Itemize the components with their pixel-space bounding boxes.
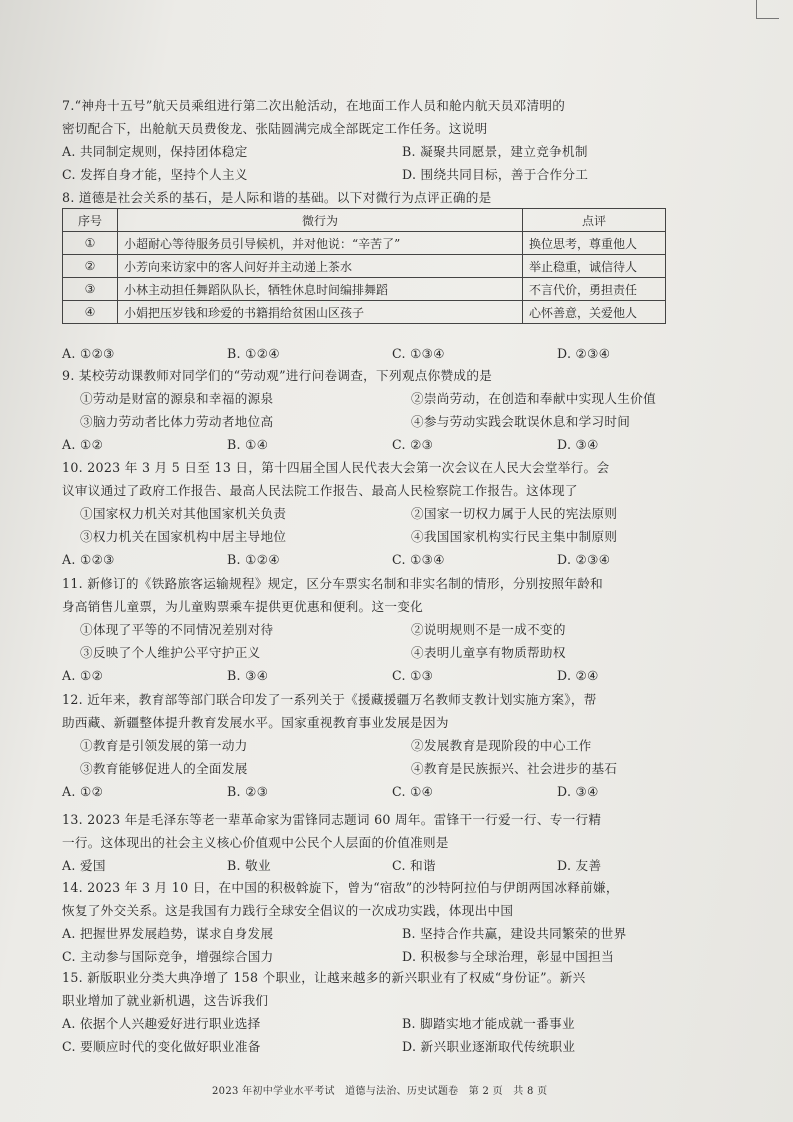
question-10-line-2: 议审议通过了政府工作报告、最高人民法院工作报告、最高人民检察院工作报告。这体现了: [62, 483, 578, 498]
table-cell-number: ②: [63, 255, 118, 278]
question-9-option-a: A. ①②: [62, 437, 104, 452]
question-11-option-c: C. ①③: [392, 668, 434, 683]
table-cell-behavior: 小林主动担任舞蹈队队长，牺牲休息时间编排舞蹈: [118, 278, 523, 301]
question-8-stem: 8. 道德是社会关系的基石，是人际和谐的基础。以下对微行为点评正确的是: [62, 190, 492, 205]
question-7-option-c: C. 发挥自身才能，坚持个人主义: [62, 167, 248, 182]
question-9-statement-4: ④参与劳动实践会耽误休息和学习时间: [411, 414, 631, 429]
question-7-option-d: D. 围绕共同目标，善于合作分工: [402, 167, 589, 182]
question-15: [62, 966, 722, 1058]
question-12-statement-3: ③教育能够促进人的全面发展: [80, 761, 248, 776]
question-14-line-2: 恢复了外交关系。这是我国有力践行全球安全倡议的一次成功实践，体现出中国: [62, 903, 514, 918]
question-10: [62, 456, 722, 571]
question-13-line-1: 13. 2023 年是毛泽东等老一辈革命家为雷锋同志题词 60 周年。雷锋干一行爱一行、专一行精: [62, 812, 602, 827]
question-13-option-a: A. 爱国: [62, 858, 106, 873]
table-cell-behavior: 小娟把压岁钱和珍爱的书籍捐给贫困山区孩子: [118, 301, 523, 324]
question-9: [62, 364, 722, 456]
table-cell-behavior: 小芳向来访家中的客人问好并主动递上茶水: [118, 255, 523, 278]
question-13-option-b: B. 敬业: [227, 858, 271, 873]
question-11-statement-4: ④表明儿童享有物质帮助权: [411, 645, 566, 660]
question-10-line-1: 10. 2023 年 3 月 5 日至 13 日，第十四届全国人民代表大会第一次会议在人民大会堂举行。会: [62, 460, 610, 475]
question-12-statement-1: ①教育是引领发展的第一动力: [80, 738, 248, 753]
question-12-option-a: A. ①②: [62, 784, 104, 799]
question-15-line-2: 职业增加了就业新机遇，这告诉我们: [62, 993, 269, 1008]
table-header-comment: 点评: [523, 209, 666, 232]
question-11-line-1: 11. 新修订的《铁路旅客运输规程》规定，区分车票实名制和非实名制的情形，分别按照年龄和: [62, 576, 603, 591]
question-9-option-b: B. ①④: [227, 437, 269, 452]
question-14-line-1: 14. 2023 年 3 月 10 日，在中国的积极斡旋下，曾为“宿敌”的沙特阿拉伯与伊朗两国冰释前嫌，: [62, 880, 619, 895]
question-12-line-2: 助西藏、新疆整体提升教育发展水平。国家重视教育事业发展是因为: [62, 715, 449, 730]
question-11-statement-1: ①体现了平等的不同情况差别对待: [80, 622, 274, 637]
table-row: [63, 255, 666, 278]
question-10-option-c: C. ①③④: [392, 552, 445, 567]
question-10-statement-3: ③权力机关在国家机构中居主导地位: [80, 529, 287, 544]
question-11-line-2: 身高销售儿童票，为儿童购票乘车提供更优惠和便利。这一变化: [62, 599, 424, 614]
page-footer: 2023 年初中学业水平考试 道德与法治、历史试题卷 第 2 页 共 8 页: [212, 1086, 548, 1097]
question-14: [62, 876, 722, 968]
question-15-option-b: B. 脚踏实地才能成就一番事业: [402, 1016, 575, 1031]
question-14-option-a: A. 把握世界发展趋势，谋求自身发展: [62, 926, 274, 941]
question-10-statement-1: ①国家权力机关对其他国家机关负责: [80, 506, 287, 521]
question-11-option-d: D. ②④: [557, 668, 599, 683]
question-8-options: [62, 342, 722, 365]
question-13-line-2: 一行。这体现出的社会主义核心价值观中公民个人层面的价值准则是: [62, 835, 449, 850]
question-12-statement-4: ④教育是民族振兴、社会进步的基石: [411, 761, 618, 776]
question-7-option-a: A. 共同制定规则，保持团体稳定: [62, 144, 248, 159]
question-9-stem: 9. 某校劳动课教师对同学们的“劳动观”进行问卷调查，下列观点你赞成的是: [62, 368, 493, 383]
question-9-statement-1: ①劳动是财富的源泉和幸福的源泉: [80, 391, 274, 406]
question-15-line-1: 15. 新版职业分类大典净增了 158 个职业，让越来越多的新兴职业有了权威“身份证”。新兴: [62, 970, 586, 985]
question-10-statement-2: ②国家一切权力属于人民的宪法原则: [411, 506, 618, 521]
question-12: [62, 688, 722, 803]
table-row: [63, 278, 666, 301]
question-11: [62, 572, 722, 687]
question-15-option-d: D. 新兴职业逐渐取代传统职业: [402, 1039, 576, 1054]
question-13: [62, 808, 722, 877]
question-15-option-a: A. 依据个人兴趣爱好进行职业选择: [62, 1016, 261, 1031]
table-cell-number: ④: [63, 301, 118, 324]
question-12-option-c: C. ①④: [392, 784, 434, 799]
question-13-option-d: D. 友善: [557, 858, 602, 873]
question-12-option-d: D. ③④: [557, 784, 599, 799]
question-8-option-b: B. ①②④: [227, 346, 280, 361]
question-11-statement-3: ③反映了个人维护公平守护正义: [80, 645, 261, 660]
behavior-review-table: [62, 208, 666, 324]
table-row: [63, 301, 666, 324]
table-cell-number: ③: [63, 278, 118, 301]
page-corner-mark: [756, 0, 779, 19]
question-8-option-c: C. ①③④: [392, 346, 445, 361]
question-9-option-c: C. ②③: [392, 437, 434, 452]
question-11-statement-2: ②说明规则不是一成不变的: [411, 622, 566, 637]
question-10-option-d: D. ②③④: [557, 552, 611, 567]
table-cell-comment: 举止稳重，诚信待人: [523, 255, 666, 278]
question-10-statement-4: ④我国国家机构实行民主集中制原则: [411, 529, 618, 544]
table-cell-comment: 换位思考，尊重他人: [523, 232, 666, 255]
table-cell-number: ①: [63, 232, 118, 255]
question-13-option-c: C. 和谐: [392, 858, 436, 873]
question-9-statement-2: ②崇尚劳动，在创造和奉献中实现人生价值: [411, 391, 656, 406]
question-8-option-a: A. ①②③: [62, 346, 115, 361]
question-12-option-b: B. ②③: [227, 784, 269, 799]
question-12-line-1: 12. 近年来，教育部等部门联合印发了一系列关于《援藏援疆万名教师支教计划实施方案》，帮: [62, 692, 597, 707]
question-15-option-c: C. 要顺应时代的变化做好职业准备: [62, 1039, 261, 1054]
question-10-option-a: A. ①②③: [62, 552, 115, 567]
question-9-statement-3: ③脑力劳动者比体力劳动者地位高: [80, 414, 274, 429]
table-header-row: [63, 209, 666, 232]
question-10-option-b: B. ①②④: [227, 552, 280, 567]
question-14-option-b: B. 坚持合作共赢，建设共同繁荣的世界: [402, 926, 627, 941]
question-7-option-b: B. 凝聚共同愿景，建立竞争机制: [402, 144, 588, 159]
question-11-option-b: B. ③④: [227, 668, 269, 683]
table-header-behavior: 微行为: [118, 209, 523, 232]
question-7-line-2: 密切配合下，出舱航天员费俊龙、张陆圆满完成全部既定工作任务。这说明: [62, 121, 488, 136]
question-8-option-d: D. ②③④: [557, 346, 611, 361]
question-12-statement-2: ②发展教育是现阶段的中心工作: [411, 738, 592, 753]
question-8: [62, 186, 722, 209]
question-14-option-d: D. 积极参与全球治理，彰显中国担当: [402, 949, 614, 964]
table-cell-comment: 心怀善意，关爱他人: [523, 301, 666, 324]
question-14-option-c: C. 主动参与国际竞争，增强综合国力: [62, 949, 274, 964]
question-11-option-a: A. ①②: [62, 668, 104, 683]
table-row: [63, 232, 666, 255]
table-cell-comment: 不言代价，勇担责任: [523, 278, 666, 301]
table-header-number: 序号: [63, 209, 118, 232]
table-cell-behavior: 小超耐心等待服务员引导候机，并对他说：“辛苦了”: [118, 232, 523, 255]
question-7-line-1: 7.“神舟十五号”航天员乘组进行第二次出舱活动，在地面工作人员和舱内航天员邓清明的: [62, 98, 566, 113]
question-7: [62, 94, 722, 186]
question-9-option-d: D. ③④: [557, 437, 599, 452]
